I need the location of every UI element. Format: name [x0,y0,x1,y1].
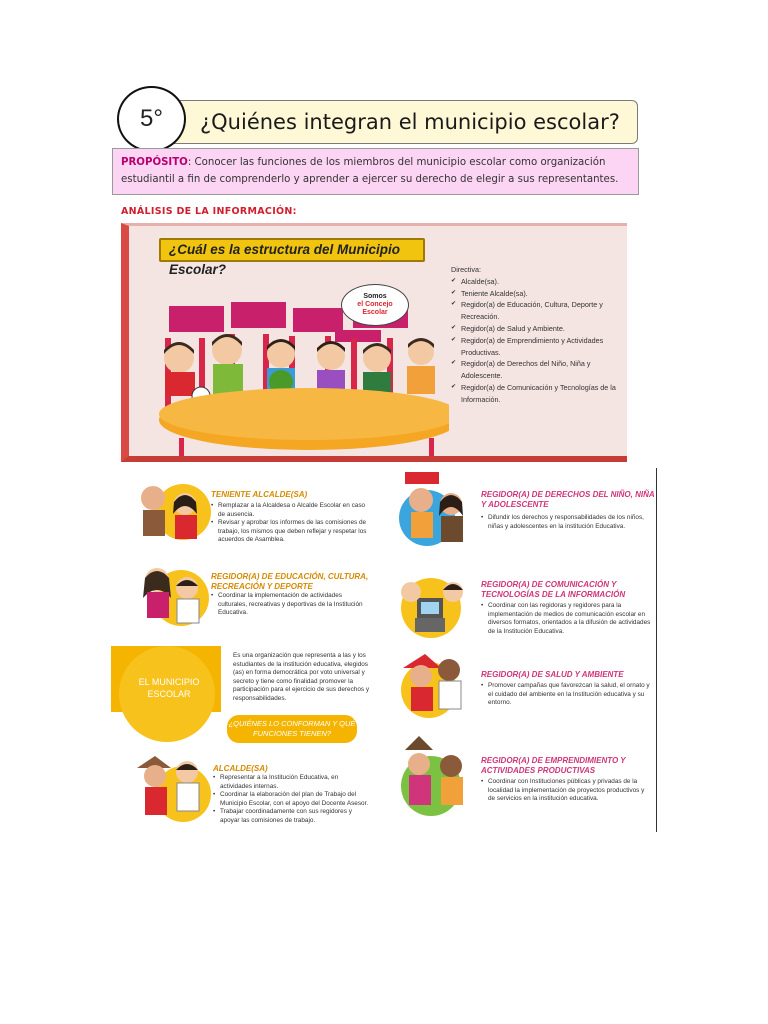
directiva-item: ✔ Regidor(a) de Comunicación y Tecnologías de la Información. [451,382,627,406]
salud-characters-illustration [397,646,477,726]
quienes-conforman-banner: ¿QUIÉNES LO CONFORMAN Y QUÉ FUNCIONES TIENEN? [227,715,357,743]
directiva-label: Directiva: [451,265,481,274]
educacion-title: REGIDOR(A) DE EDUCACIÓN, CULTURA, RECREACIÓN Y DEPORTE [211,572,369,591]
alcalde-body [213,774,371,826]
alcalde-characters-illustration [131,750,211,830]
emprendimiento-title: REGIDOR(A) DE EMPRENDIMIENTO Y ACTIVIDADES PRODUCTIVAS [481,756,626,775]
grade-badge: 5° [117,86,186,152]
educacion-item: • Coordinar la implementación de actividades culturales, recreativas y deportivas de la Institución Educativa. [211,592,371,618]
teniente-item: • Remplazar a la Alcaldesa o Alcalde Escolar en caso de ausencia. [211,502,371,519]
analysis-title: ANÁLISIS DE LA INFORMACIÓN: [121,206,297,217]
directiva-item: ✔ Regidor(a) de Salud y Ambiente. [451,323,627,335]
directiva-item: ✔ Teniente Alcalde(sa). [451,288,627,300]
directiva-list [451,264,627,406]
purpose-box [112,148,639,195]
bubble-line: Escolar [362,309,388,316]
emprendimiento-characters-illustration [397,730,477,826]
salud-body [481,682,653,708]
emprendimiento-item: • Coordinar con Instituciones públicas y privadas de la localidad la implementación de proyectos productivos y de servicios en la institución educativa. [481,778,653,804]
comunicacion-characters-illustration [397,568,477,648]
alcalde-item: • Trabajar coordinadamente con sus regidores y apoyar las comisiones de trabajo. [213,808,371,825]
educacion-characters-illustration [131,558,211,638]
roles-infographic [111,468,657,832]
derechos-title: REGIDOR(A) DE DERECHOS DEL NIÑO, NIÑA Y ADOLESCENTE [481,490,655,509]
teniente-body [211,502,371,545]
derechos-body [481,514,653,531]
directiva-item: ✔ Regidor(a) de Emprendimiento y Actividades Productivas. [451,335,627,359]
salud-title: REGIDOR(A) DE SALUD Y AMBIENTE [481,670,624,679]
page-title: ¿Quiénes integran el municipio escolar? [200,110,620,134]
structure-heading: ¿Cuál es la estructura del Municipio Escolar? [159,238,425,262]
directiva-item: ✔ Regidor(a) de Derechos del Niño, Niña y Adolescente. [451,358,627,382]
directiva-item: ✔ Regidor(a) de Educación, Cultura, Deporte y Recreación. [451,299,627,323]
emprendimiento-body [481,778,653,804]
municipio-label: EL MUNICIPIO ESCOLAR [138,677,200,699]
alcalde-item: • Coordinar la elaboración del plan de Trabajo del Municipio Escolar, con el apoyo del Docente Asesor. [213,791,371,808]
bubble-line: el Concejo [357,301,393,308]
alcalde-item: • Representar a la Institución Educativa, en actividades internas. [213,774,371,791]
municipio-definition: Es una organización que representa a las y los estudiantes de la institución educativa, elegidos (as) en forma democrática por voto universal y secreto y tiene como finalidad promover la participación para el ejercicio de sus derechos y responsabilidades. [233,652,370,702]
derechos-item: • Difundir los derechos y responsabilidades de los niños, niñas y adolescentes en la institución Educativa. [481,514,653,531]
comunicacion-title: REGIDOR(A) DE COMUNICACIÓN Y TECNOLOGÍAS DE LA INFORMACIÓN [481,580,626,599]
speech-bubble [341,284,409,326]
directiva-item: ✔ Alcalde(sa). [451,276,627,288]
alcalde-title: ALCALDE(SA) [213,764,268,773]
bubble-line: Somos [363,293,387,300]
salud-item: • Promover campañas que favorezcan la salud, el ornato y el cuidado del ambiente en la Institución educativa y su entorno. [481,682,653,708]
educacion-body [211,592,371,618]
teniente-item: • Revisar y aprobar los informes de las comisiones de trabajo, los mismos que deben reflejar y respetar los acuerdos de Asamblea. [211,519,371,545]
purpose-label: PROPÓSITO [121,157,188,168]
structure-panel [121,223,627,462]
teniente-characters-illustration [131,474,211,554]
comunicacion-body [481,602,653,636]
teniente-title: TENIENTE ALCALDE(SA) [211,490,308,499]
comunicacion-item: • Coordinar con las regidoras y regidores para la implementación de medios de comunicación escolar en diversos formatos, orientados a la difusión de actividades de la Institución Educativa. [481,602,653,636]
purpose-text: : Conocer las funciones de los miembros del municipio escolar como organización estudiantil a fin de comprenderlo y aprender a ejercer su derecho de elegir a sus representantes. [121,157,619,185]
derechos-characters-illustration [397,470,477,558]
